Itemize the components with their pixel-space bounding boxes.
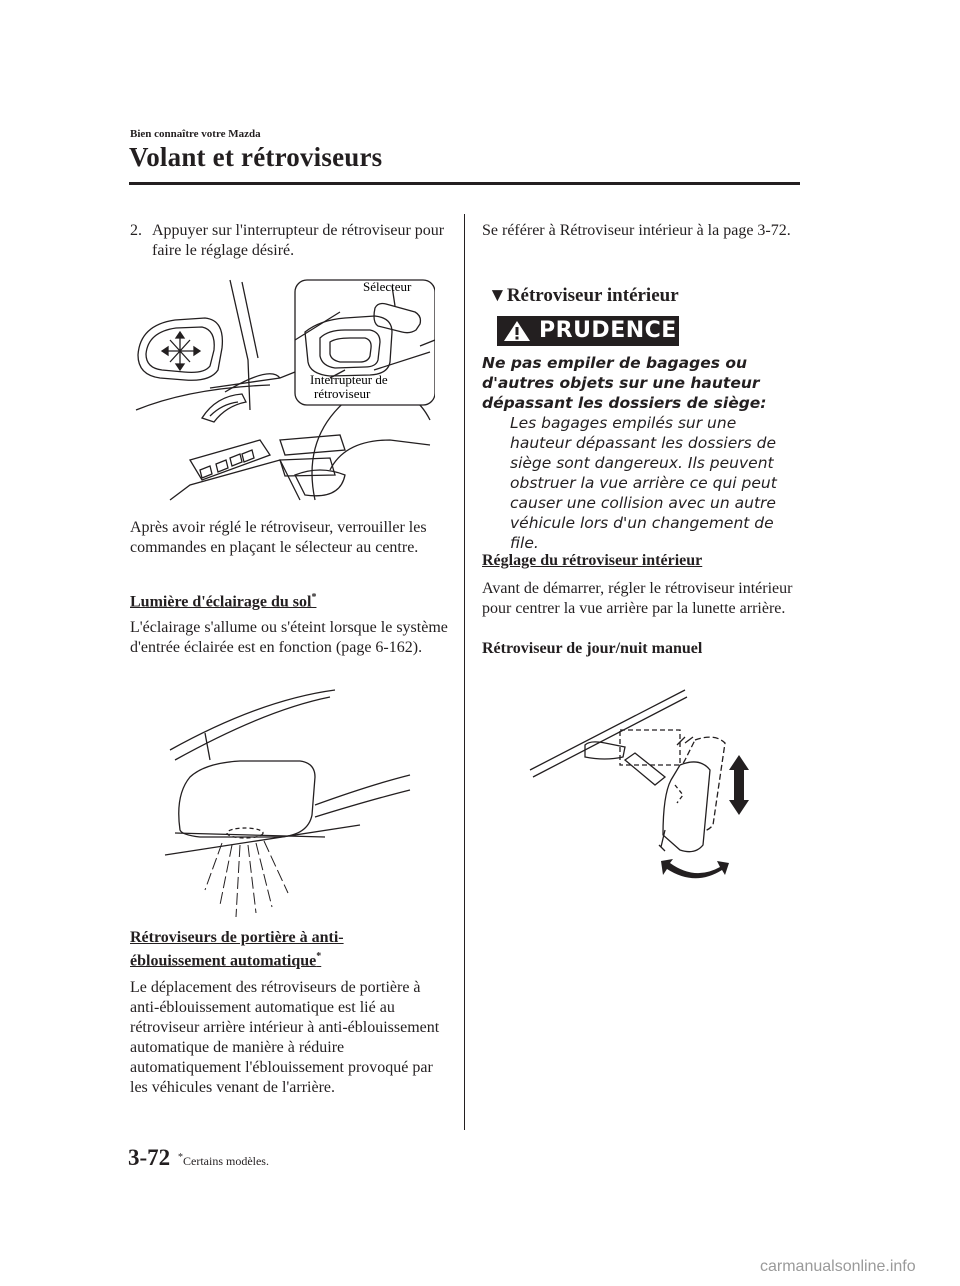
watermark: carmanualsonline.info: [760, 1258, 916, 1275]
page-title: Volant et rétroviseurs: [129, 142, 383, 172]
adjust-text: Avant de démarrer, régler le rétroviseur intérieur pour centrer la vue arrière par la lunette arrière.: [482, 580, 793, 617]
step-text: Appuyer sur l'interrupteur de rétroviseur pour faire le réglage désiré.: [152, 222, 445, 259]
heading-adjust: Réglage du rétroviseur intérieur: [482, 552, 703, 569]
step-number: 2.: [130, 222, 142, 239]
column-divider: [464, 214, 465, 1130]
label-selecteur: Sélecteur: [363, 279, 412, 294]
caution-label: PRUDENCE: [539, 318, 677, 343]
ground-light-illustration: [160, 685, 420, 920]
after-adjust-text: Après avoir réglé le rétroviseur, verrouiller les commandes en plaçant le sélecteur au centre.: [130, 519, 427, 556]
warning-text: Les bagages empilés sur une hauteur dépassant les dossiers de siège sont dangereux. Ils peuvent obstruer la vue arrière ce qui peut causer une collision avec un autre véhicule lors d'un changement de file.: [510, 414, 777, 552]
step-2: [130, 221, 450, 261]
caution-badge: [497, 316, 679, 346]
antiglare-text: Le déplacement des rétroviseurs de portière à anti-éblouissement automatique est lié au rétroviseur arrière intérieur à anti-éblouissement automatique de manière à réduire automatiquement l'éblouissement provoqué par les véhicules venant de l'arrière.: [130, 979, 440, 1096]
header-rule: [129, 182, 800, 185]
warning-block: [482, 353, 800, 553]
page-number: 3-72: [128, 1145, 171, 1170]
section-title: Bien connaître votre Mazda: [130, 128, 261, 140]
heading-ground-light: Lumière d'éclairage du sol*: [130, 592, 317, 611]
heading-inner-mirror: ▼Rétroviseur intérieur: [488, 285, 679, 306]
ground-light-text: L'éclairage s'allume ou s'éteint lorsque le système d'entrée éclairée est en fonction (page 6-162).: [130, 619, 448, 656]
day-night-mirror-illustration: [525, 685, 770, 885]
triangle-down-icon: ▼: [488, 285, 507, 306]
label-interrupteur-1: Interrupteur de: [310, 372, 388, 387]
warning-icon: [502, 319, 532, 343]
reference-text: Se référer à Rétroviseur intérieur à la page 3-72.: [482, 222, 791, 239]
label-interrupteur-2: rétroviseur: [314, 386, 371, 401]
heading-antiglare: Rétroviseurs de portière à anti- éblouissement automatique*: [130, 929, 344, 970]
mirror-switch-illustration: [130, 270, 435, 502]
footnote: *Certains modèles.: [178, 1152, 269, 1168]
warning-bold: Ne pas empiler de bagages ou d'autres objets sur une hauteur dépassant les dossiers de siège:: [482, 354, 767, 412]
manual-mirror-heading: Rétroviseur de jour/nuit manuel: [482, 640, 703, 657]
